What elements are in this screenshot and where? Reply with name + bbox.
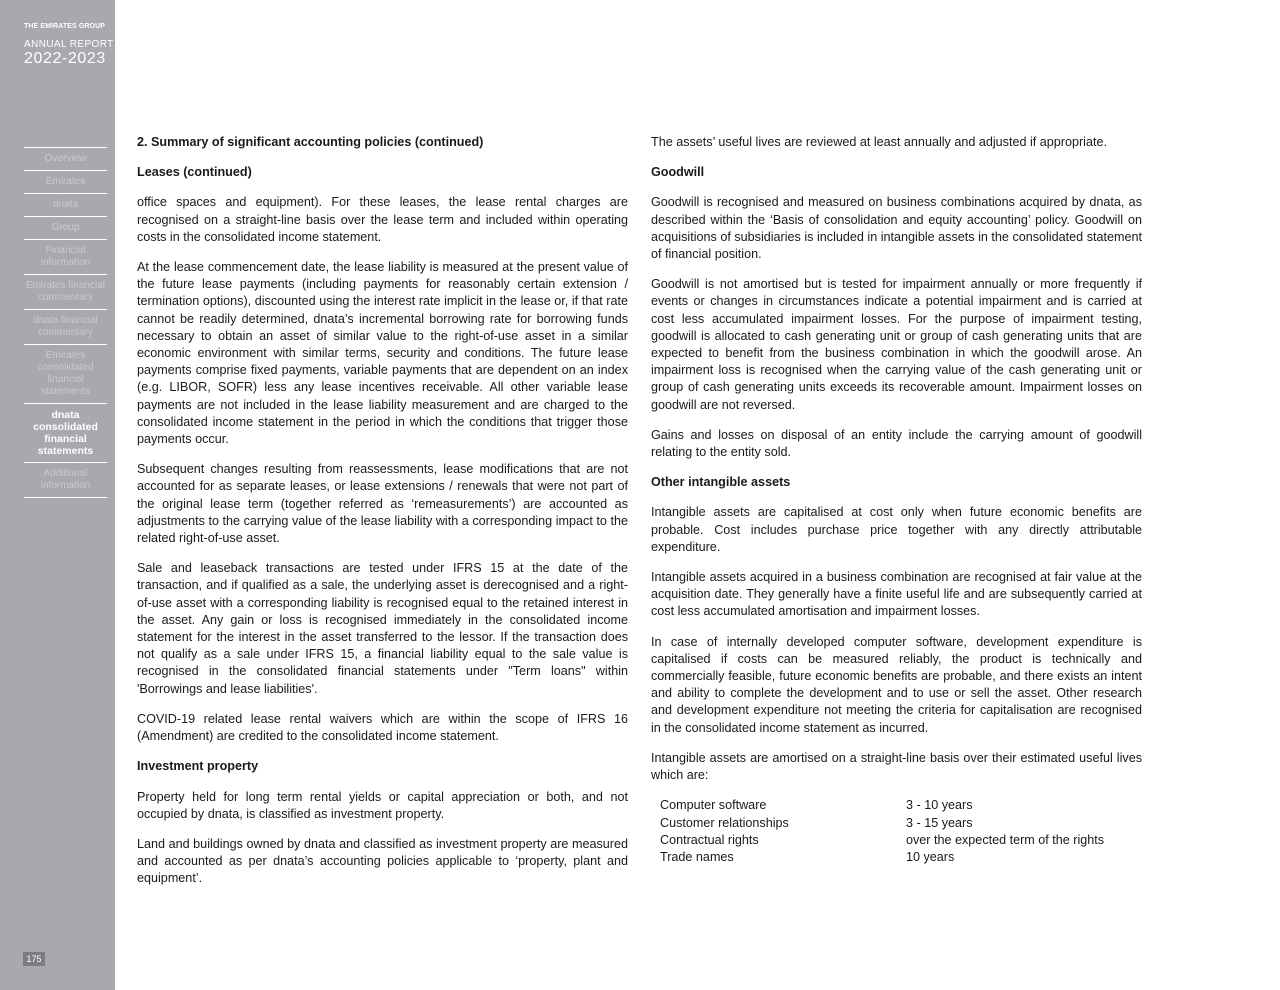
brand-report-label: ANNUAL REPORT: [24, 39, 114, 50]
goodwill-paragraph: Gains and losses on disposal of an entity include the carrying amount of goodwill relating to the entity sold.: [651, 427, 1142, 460]
leases-paragraph: COVID-19 related lease rental waivers which are within the scope of IFRS 16 (Amendment) are credited to the consolidated income statement.: [137, 711, 628, 744]
asset-name: Computer software: [660, 798, 767, 813]
leases-paragraph: Sale and leaseback transactions are tested under IFRS 15 at the date of the transaction, and if qualified as a sale, the underlying asset is derecognised and a right-of-use asset with a corresponding liability is recognised equal to the retained interest in the asset. Any gain or loss is recognised immediately in the consolidated income statement for the interest in the asset transferred to the lessor. If the transaction does not qualify as a sale under IFRS 15, a financial liability equal to the sale value is recognised in the consolidated financial statements under "Term loans" within 'Borrowings and lease liabilities'.: [137, 561, 628, 696]
intangibles-paragraph: Intangible assets are capitalised at cost only when future economic benefits are probable. Cost includes purchase price together with any directly attributable expenditure.: [651, 505, 1142, 554]
nav-item-additional-information[interactable]: Additional information: [24, 463, 107, 498]
table-row: [660, 832, 1104, 849]
useful-lives-table: [660, 797, 1104, 866]
nav-item-dnata[interactable]: dnata: [24, 194, 107, 217]
report-brand: [24, 22, 114, 67]
table-row: [660, 849, 1104, 866]
nav-item-emirates[interactable]: Emirates: [24, 171, 107, 194]
table-row: [660, 797, 1104, 814]
leases-paragraph: office spaces and equipment). For these leases, the lease rental charges are recognised on a straight-line basis over the lease term and included within operating costs in the consolidated income statement.: [137, 195, 628, 244]
section-nav: [24, 147, 107, 498]
goodwill-paragraph: Goodwill is not amortised but is tested for impairment annually or more frequently if events or changes in circumstances indicate a potential impairment and is carried at cost less accumulated impairment losses. For the purpose of impairment testing, goodwill is allocated to cash generating unit or group of cash generating units that are expected to benefit from the business combination in which the goodwill arose. An impairment loss is recognised when the carrying value of the cash generating unit or group of cash generating units exceeds its recoverable amount. Impairment losses on goodwill are not reversed.: [651, 277, 1142, 412]
page-number: 175: [23, 952, 45, 966]
goodwill-heading: Goodwill: [651, 165, 705, 180]
useful-lives-review-paragraph: The assets’ useful lives are reviewed at least annually and adjusted if appropriate.: [651, 135, 1107, 149]
asset-useful-life: 10 years: [906, 849, 955, 864]
nav-item-overview[interactable]: Overview: [24, 148, 107, 171]
brand-group-name: THE EMIRATES GROUP: [24, 23, 106, 30]
brand-report-year: 2022-2023: [24, 50, 106, 67]
leases-paragraph: Subsequent changes resulting from reassessments, lease modifications that are not accounted for as separate leases, or lease extensions / renewals that were not part of the original lease term (together referred as ‘remeasurements’) are accounted as adjustments to the carrying value of the lease liability with a corresponding impact to the related right-of-use asset.: [137, 462, 628, 546]
asset-useful-life: 3 - 10 years: [906, 798, 973, 813]
asset-useful-life: 3 - 15 years: [906, 815, 973, 830]
nav-item-emirates-financial-commentary[interactable]: Emirates financial commentary: [24, 275, 107, 310]
goodwill-paragraph: Goodwill is recognised and measured on business combinations acquired by dnata, as described within the ‘Basis of consolidation and equity accounting’ policy. Goodwill on acquisitions of subsidiaries is included in intangible assets in the consolidated statement of financial position.: [651, 195, 1142, 262]
leases-heading: Leases (continued): [137, 165, 252, 180]
investment-property-paragraph: Property held for long term rental yields or capital appreciation or both, and not occupied by dnata, is classified as investment property.: [137, 789, 628, 821]
nav-item-group[interactable]: Group: [24, 217, 107, 240]
right-column: [651, 134, 1142, 866]
intangibles-paragraph: In case of internally developed computer software, development expenditure is capitalised if costs can be measured reliably, the product is technically and commercially feasible, future economic benefits are probable, and there exists an intent and ability to complete the development and to use or sell the asset. Other research and development expenditure not meeting the criteria for capitalisation are recognised in the consolidated income statement as incurred.: [651, 634, 1142, 735]
investment-property-paragraph: Land and buildings owned by dnata and classified as investment property are measured and accounted as per dnata’s accounting policies applicable to ‘property, plant and equipment’.: [137, 836, 628, 886]
other-intangibles-heading: Other intangible assets: [651, 475, 791, 490]
nav-item-dnata-consolidated-statements[interactable]: dnata consolidated financial statements: [24, 404, 107, 463]
sidebar: [0, 0, 115, 990]
section-title: 2. Summary of significant accounting policies (continued): [137, 135, 484, 149]
intangibles-paragraph: Intangible assets acquired in a business combination are recognised at fair value at the acquisition date. They generally have a finite useful life and are subsequently carried at cost less accumulated amortisation and impairment losses.: [651, 570, 1142, 619]
nav-item-financial-information[interactable]: Financial information: [24, 240, 107, 275]
asset-name: Contractual rights: [660, 832, 759, 847]
investment-property-heading: Investment property: [137, 759, 259, 774]
nav-item-dnata-financial-commentary[interactable]: dnata financial commentary: [24, 310, 107, 345]
nav-item-emirates-consolidated-statements[interactable]: Emirates consolidated financial statements: [24, 345, 107, 404]
intangibles-paragraph: Intangible assets are amortised on a straight-line basis over their estimated useful lives which are:: [651, 750, 1142, 783]
left-column: [137, 134, 628, 901]
table-row: [660, 815, 1104, 832]
asset-name: Customer relationships: [660, 815, 789, 830]
asset-name: Trade names: [660, 849, 734, 864]
asset-useful-life: over the expected term of the rights: [906, 832, 1105, 847]
leases-paragraph: At the lease commencement date, the lease liability is measured at the present value of the future lease payments (including payments for reasonably certain extension / termination options), discounted using the interest rate implicit in the lease or, if that rate cannot be readily determined, dnata’s incremental borrowing rate for borrowing funds necessary to obtain an asset of similar value to the right-of-use asset in a similar economic environment with similar terms, security and conditions. The future lease payments comprise fixed payments, variable payments that are dependent on an index (e.g. LIBOR, SOFR) less any lease incentives receivable. All other variable lease payments are not included in the lease liability measurement and are charged to the consolidated income statement in the period in which the conditions that trigger those payments occur.: [137, 260, 628, 447]
